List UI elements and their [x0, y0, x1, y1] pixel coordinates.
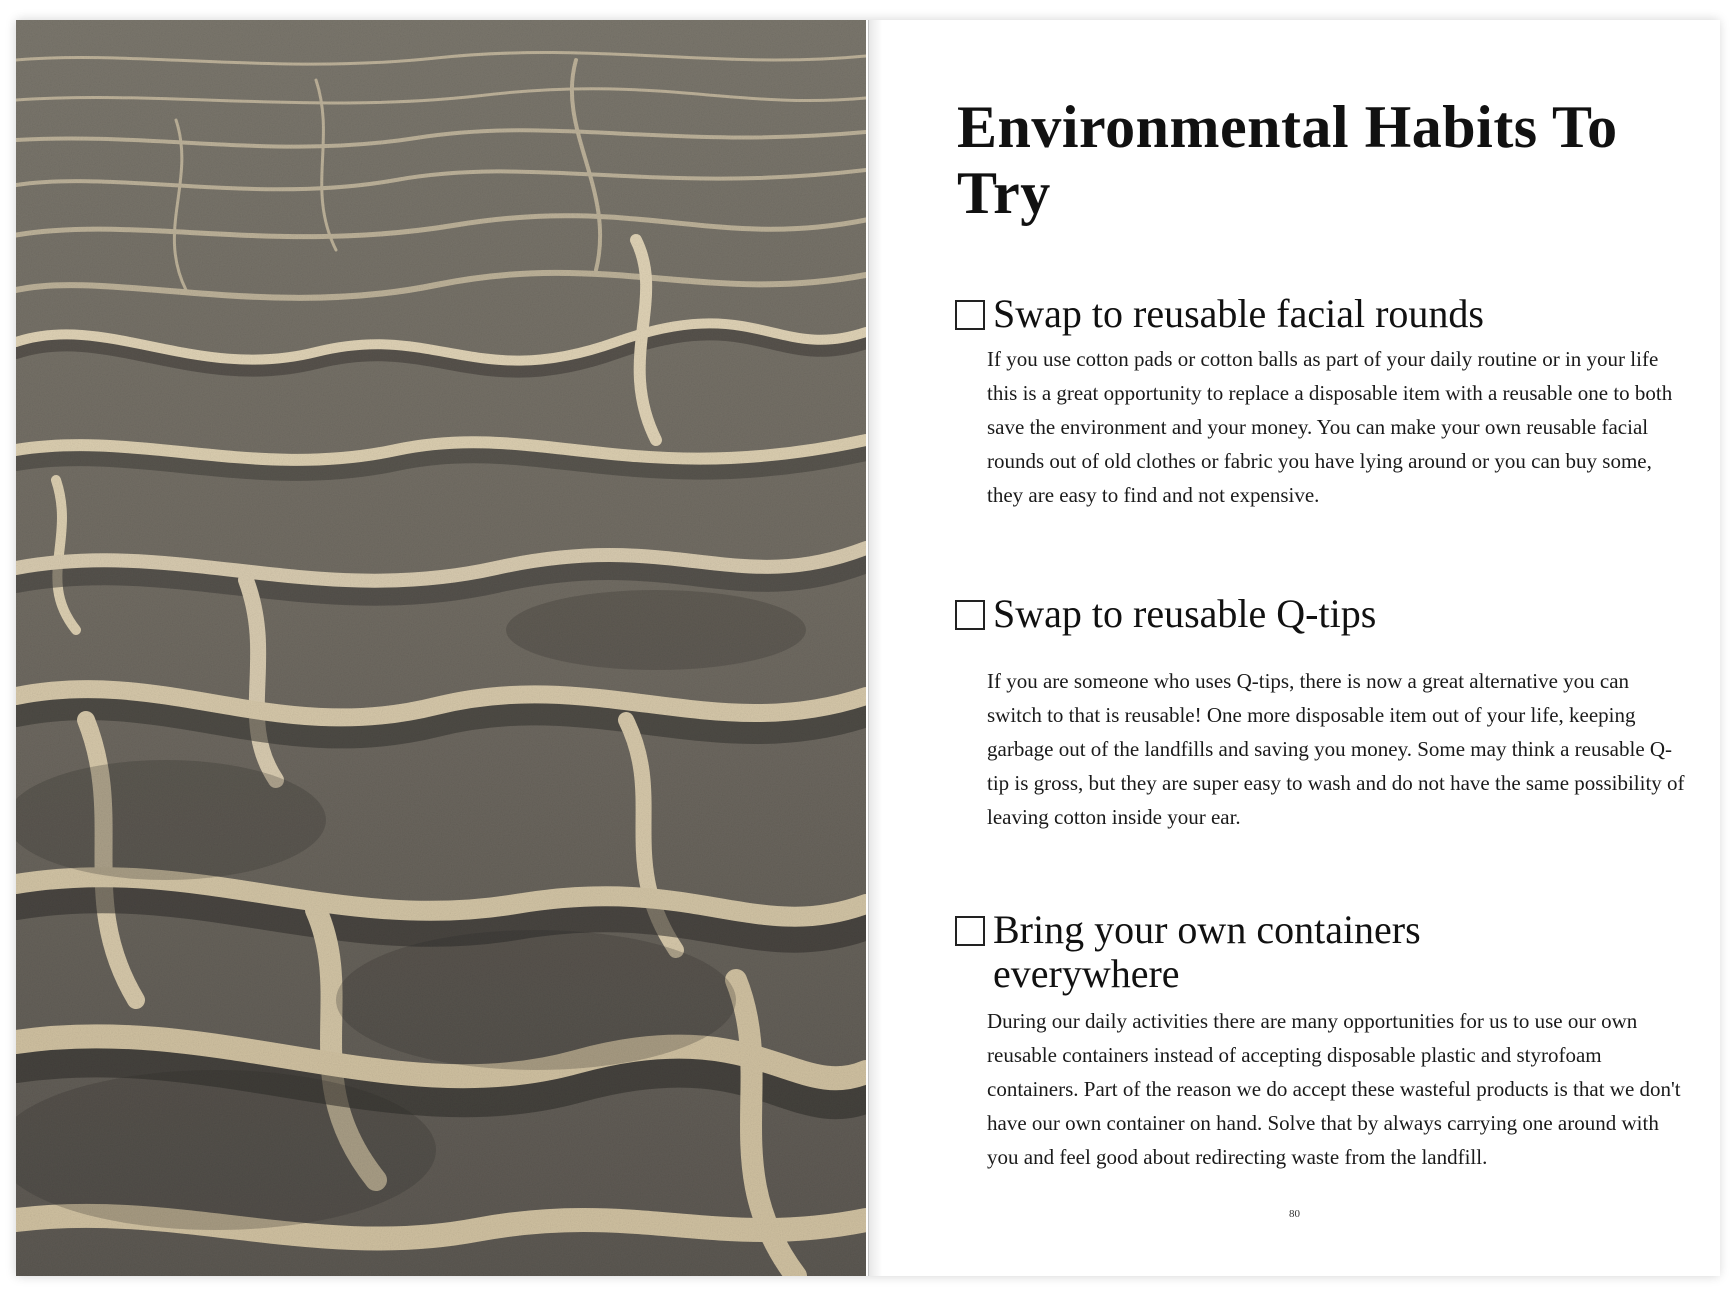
checkbox-icon[interactable]	[955, 600, 985, 630]
cracked-earth-image	[16, 20, 866, 1276]
habit-heading	[955, 592, 1675, 636]
habit-heading-text: Swap to reusable facial rounds	[993, 291, 1484, 336]
habit-heading-text: Bring your own containers everywhere	[993, 907, 1421, 996]
habit-body: During our daily activities there are many opportunities for us to use our own reusable containers instead of accepting disposable plastic and styrofoam containers. Part of the reason we do accept these wasteful products is that we don't have our own container on hand. Solve that by always carrying one around with you and feel good about redirecting waste from the landfill.	[987, 1009, 1681, 1169]
page-number: 80	[1289, 1208, 1300, 1220]
checkbox-icon[interactable]	[955, 300, 985, 330]
habit-body: If you use cotton pads or cotton balls as part of your daily routine or in your life this is a great opportunity to replace a disposable item with a reusable one to both save the environment and your money. You can make your own reusable facial rounds out of old clothes or fabric you have lying around or you can buy some, they are easy to find and not expensive.	[987, 347, 1673, 507]
habit-heading	[955, 908, 1515, 996]
habit-body: If you are someone who uses Q-tips, there is now a great alternative you can switch to that is reusable! One more disposable item out of your life, keeping garbage out of the landfills and saving you money. Some may think a reusable Q-tip is gross, but they are super easy to wash and do not have the same possibility of leaving cotton inside your ear.	[987, 669, 1685, 829]
habit-item	[955, 292, 1675, 512]
text-page	[868, 20, 1720, 1276]
habit-heading-text: Swap to reusable Q-tips	[993, 591, 1377, 636]
checkbox-icon[interactable]	[955, 916, 985, 946]
page-title: Environmental Habits To Try	[957, 94, 1618, 226]
book-spread	[16, 20, 1719, 1276]
habit-heading	[955, 292, 1675, 336]
cracked-earth-photo	[16, 20, 866, 1276]
habit-item	[955, 591, 1685, 834]
habit-item	[955, 907, 1681, 1174]
